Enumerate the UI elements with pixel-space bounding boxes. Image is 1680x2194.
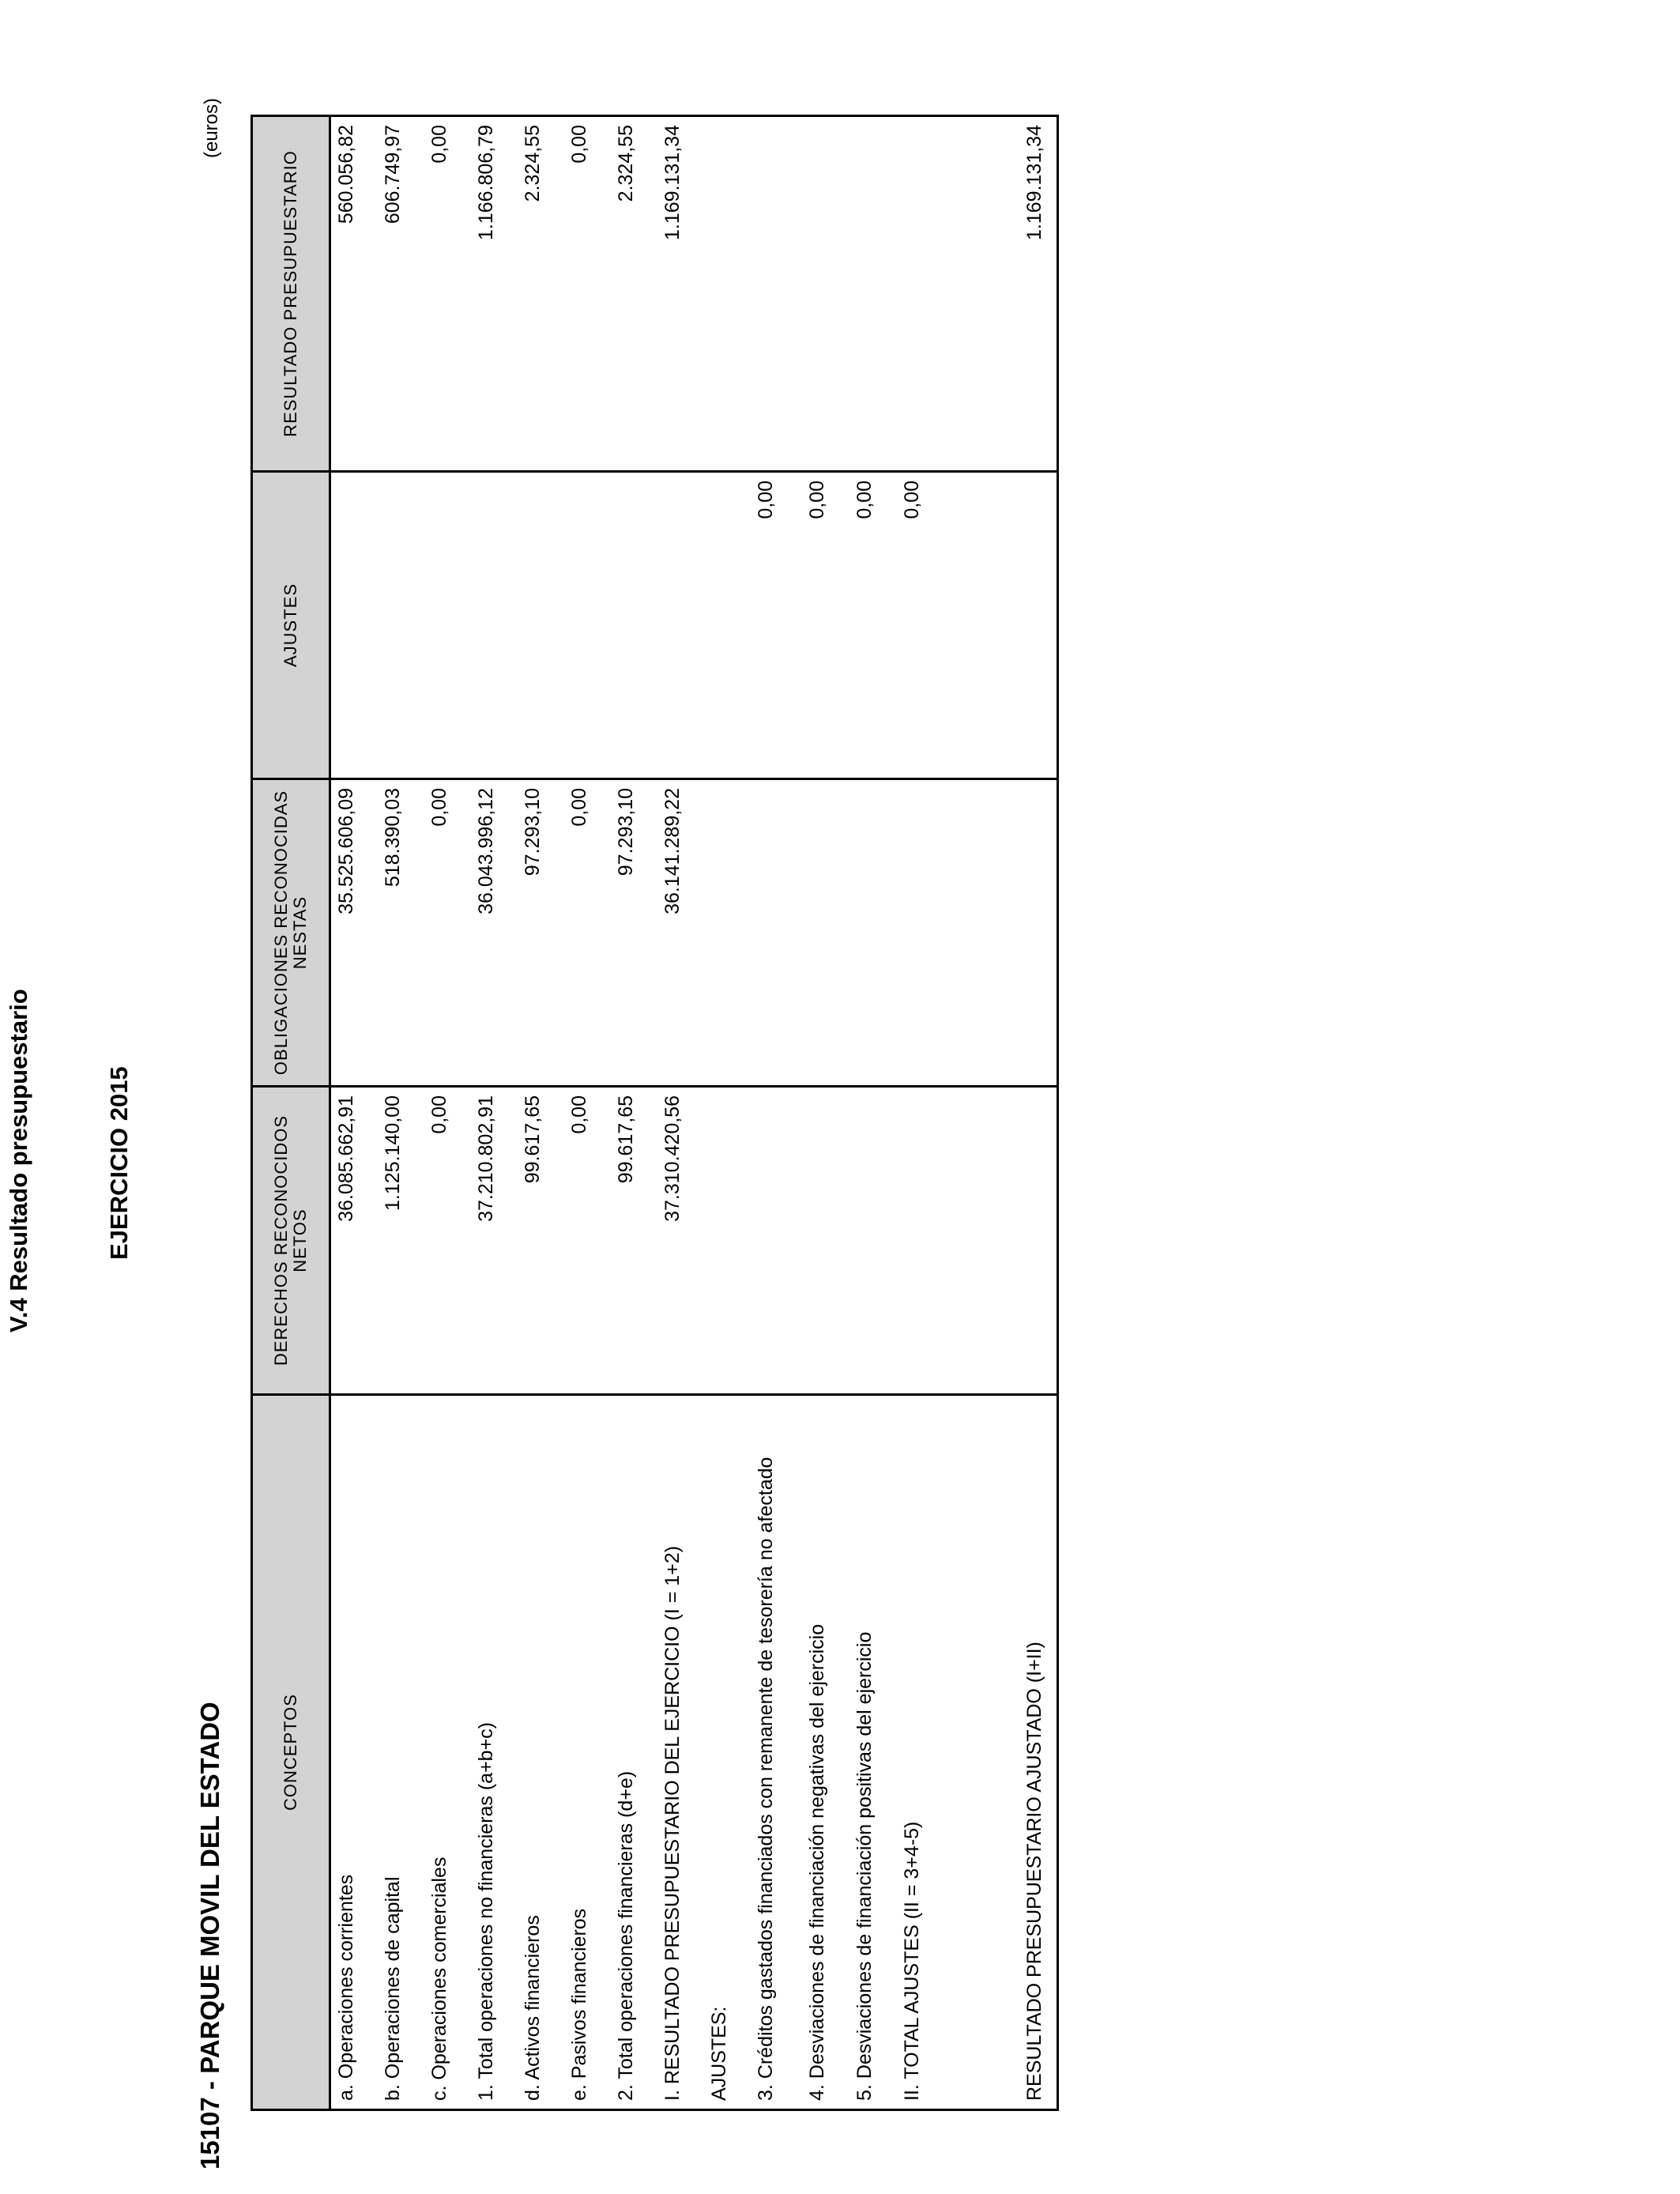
rights-value: 99.617,65 [615,1095,637,1184]
header-result: RESULTADO PRESUPUESTARIO [252,116,330,472]
table-row [473,116,519,2110]
concept-label: AJUSTES: [708,2006,730,2101]
concept-cell [706,1395,752,2110]
adjustments-cell [659,472,706,779]
rights-cell [804,1087,851,1395]
rights-cell [946,1087,1058,1395]
table-row [612,116,659,2110]
adjustments-cell [379,472,426,779]
concept-cell [752,1395,804,2110]
adjustments-value: 0,00 [853,481,876,519]
concept-label: b. Operaciones de capital [382,1876,404,2101]
concept-label: RESULTADO PRESUPUESTARIO AJUSTADO (I+II) [1023,1642,1045,2101]
result-value: 1.169.131,34 [661,125,684,240]
obligations-cell [426,779,473,1087]
rights-cell [659,1087,706,1395]
obligations-cell [330,779,380,1087]
result-value: 606.749,97 [382,125,404,224]
adjustments-cell [851,472,898,779]
rights-cell [898,1087,946,1395]
rights-cell [379,1087,426,1395]
adjustments-cell [330,472,380,779]
adjustments-cell [426,472,473,779]
obligations-cell [752,779,804,1087]
concept-cell [659,1395,706,2110]
table-header-row [252,116,330,2110]
obligations-value: 36.043.996,12 [475,788,497,914]
obligations-value: 97.293,10 [615,788,637,876]
rights-cell [473,1087,519,1395]
result-value: 1.166.806,79 [475,125,497,240]
adjustments-value: 0,00 [901,481,923,519]
obligations-cell [851,779,898,1087]
table-row [519,116,566,2110]
concept-label: 2. Total operaciones financieras (d+e) [615,1770,637,2101]
concept-label: c. Operaciones comerciales [428,1857,450,2101]
rights-cell [851,1087,898,1395]
concept-cell [851,1395,898,2110]
concept-cell [612,1395,659,2110]
entity-heading: 15107 - PARQUE MOVIL DEL ESTADO [195,1702,224,2169]
adjustments-cell [946,472,1058,779]
concept-cell [566,1395,612,2110]
concept-label: II. TOTAL AJUSTES (II = 3+4-5) [901,1821,923,2101]
concept-cell [804,1395,851,2110]
table-row [659,116,706,2110]
result-value: 560.056,82 [335,125,357,224]
obligations-cell [804,779,851,1087]
result-cell [379,116,426,472]
obligations-value: 35.525.606,09 [335,788,357,914]
result-value: 2.324,55 [522,125,544,202]
result-cell [330,116,380,472]
obligations-cell [379,779,426,1087]
result-cell [566,116,612,472]
obligations-cell [946,779,1058,1087]
result-value: 0,00 [428,125,450,164]
table-row [330,116,380,2110]
table-row [706,116,752,2110]
adjustments-cell [612,472,659,779]
result-cell [426,116,473,472]
adjustments-cell [566,472,612,779]
table-row [426,116,473,2110]
adjustments-value: 0,00 [806,481,828,519]
adjustments-cell [752,472,804,779]
budget-result-table [250,115,1059,2111]
obligations-cell [706,779,752,1087]
rights-cell [612,1087,659,1395]
obligations-cell [519,779,566,1087]
concept-label: I. RESULTADO PRESUPUESTARIO DEL EJERCICIO (I = 1+2) [661,1545,684,2101]
result-value: 1.169.131,34 [1023,125,1045,240]
table-row [898,116,946,2110]
rights-value: 1.125.140,00 [382,1095,404,1211]
table-row [804,116,851,2110]
obligations-value: 36.141.289,22 [661,788,684,914]
exercise-heading: EJERCICIO 2015 [105,1066,133,1260]
obligations-cell [898,779,946,1087]
result-cell [804,116,851,472]
obligations-value: 0,00 [428,788,450,827]
adjustments-cell [706,472,752,779]
concept-label: e. Pasivos financieros [568,1908,590,2101]
rights-cell [330,1087,380,1395]
table-row [566,116,612,2110]
rights-value: 37.210.802,91 [475,1095,497,1222]
concept-cell [330,1395,380,2110]
obligations-value: 518.390,03 [382,788,404,888]
header-rights: DERECHOS RECONOCIDOS NETOS [252,1087,330,1395]
rights-cell [752,1087,804,1395]
obligations-cell [659,779,706,1087]
rights-value: 36.085.662,91 [335,1095,357,1222]
result-cell [851,116,898,472]
adjustments-cell [473,472,519,779]
rights-cell [519,1087,566,1395]
concept-label: 3. Créditos gastados financiados con remanente de tesorería no afectado [755,1457,777,2101]
obligations-cell [612,779,659,1087]
result-value: 0,00 [568,125,590,164]
concept-cell [379,1395,426,2110]
result-cell [752,116,804,472]
concept-label: 5. Desviaciones de financiación positivas del ejercicio [853,1631,876,2101]
concept-label: 1. Total operaciones no financieras (a+b+c) [475,1721,497,2101]
document-title: V.4 Resultado presupuestario [5,989,32,1333]
concept-label: d. Activos financieros [522,1915,544,2101]
rights-value: 0,00 [428,1095,450,1134]
concept-cell [898,1395,946,2110]
result-cell [898,116,946,472]
rights-value: 99.617,65 [522,1095,544,1184]
table-row [752,116,804,2110]
result-value: 2.324,55 [615,125,637,202]
concept-cell [519,1395,566,2110]
header-obligations: OBLIGACIONES RECONOCIDAS NESTAS [252,779,330,1087]
obligations-value: 0,00 [568,788,590,827]
header-concepts: CONCEPTOS [252,1395,330,2110]
adjustments-value: 0,00 [755,481,777,519]
obligations-cell [473,779,519,1087]
table-body [330,116,1058,2110]
result-cell [612,116,659,472]
rights-value: 0,00 [568,1095,590,1134]
rights-cell [706,1087,752,1395]
result-cell [706,116,752,472]
obligations-value: 97.293,10 [522,788,544,876]
concept-label: a. Operaciones corrientes [335,1874,357,2101]
result-cell [946,116,1058,472]
concept-cell [946,1395,1058,2110]
rights-value: 37.310.420,56 [661,1095,684,1222]
result-cell [473,116,519,472]
obligations-cell [566,779,612,1087]
concept-cell [426,1395,473,2110]
adjustments-cell [898,472,946,779]
concept-cell [473,1395,519,2110]
concept-label: 4. Desviaciones de financiación negativas del ejercicio [806,1623,828,2101]
rights-cell [426,1087,473,1395]
table-row [379,116,426,2110]
result-cell [519,116,566,472]
table-row [946,116,1058,2110]
currency-unit: (euros) [201,97,222,158]
result-cell [659,116,706,472]
table-row [851,116,898,2110]
adjustments-cell [519,472,566,779]
rights-cell [566,1087,612,1395]
adjustments-cell [804,472,851,779]
header-adjustments: AJUSTES [252,472,330,779]
